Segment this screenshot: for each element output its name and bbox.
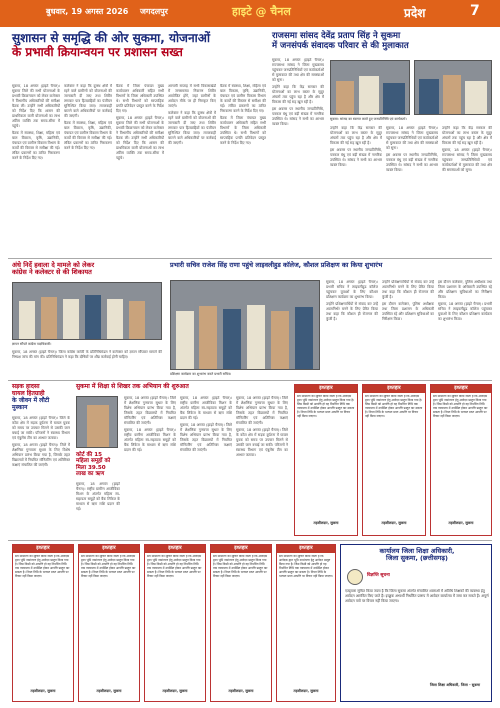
vote-body: सुकमा, 18 अगस्त (हाइटे चैनल)। जिला कांग्रेस कमेटी के प्रतिनिधिमंडल ने कलेक्टर को ज्ञापन सौंपकर मामले की निष्पक्ष जांच की मांग की। प्रतिनिधिमंडल ने कहा कि दोषियों पर शीघ्र कार्रवाई होनी चाहिए। <box>12 350 162 359</box>
notice-text: सर्व साधारण को सूचित किया जाता है कि आवेदक द्वारा भूमि नामांतरण हेतु आवेदन प्रस्तुत किया गया है। जिस किसी को आपत्ति हो वह निर्धारित तिथि तक न्यायालय में उपस्थित होकर आपत्ति प्रस्तुत कर सकता है। नियत तिथि के पश्चात प्राप्त आपत्ति पर विचार नहीं किया जाएगा। <box>365 395 423 418</box>
mp-col-3 <box>386 126 438 254</box>
college-col-3 <box>438 280 492 378</box>
notice-text: सर्व साधारण को सूचित किया जाता है कि आवेदक द्वारा भूमि नामांतरण हेतु आवेदन प्रस्तुत किया गया है। जिस किसी को आपत्ति हो वह निर्धारित तिथि तक न्यायालय में उपस्थित होकर आपत्ति प्रस्तुत कर सकता है। नियत तिथि के पश्चात प्राप्त आपत्ति पर विचार नहीं किया जाएगा। <box>147 555 202 578</box>
women-headline <box>76 452 120 478</box>
mp-para: इस अवसर पर स्थानीय जनप्रतिनिधि, पत्रकार बंधु एवं बड़ी संख्या में नागरिक उपस्थित थे। सांसद ने सभी का आभार व्यक्त किया। <box>386 153 438 172</box>
notice-heading: इश्तहार <box>363 385 425 393</box>
college-para: सुकमा, 18 अगस्त (हाइटे चैनल)। प्रभारी सचिव ने लाइवलीहुड कॉलेज पहुंचकर युवाओं के लिए कौशल प्रशिक्षण कार्यक्रम का शुभारंभ किया। <box>326 280 378 299</box>
main-para: कलेक्टर ने कहा कि दूरस्थ क्षेत्रों में रहने वाले ग्रामीणों को योजनाओं की जानकारी दी जाए तथा शिविर लगाकर पात्र हितग्राहियों का पंजीयन सुनिश्चित किया जाए। लापरवाही बरतने वाले अधिकारियों पर कार्रवाई की जाएगी। <box>64 84 112 118</box>
edu-headline: सुकमा में शिक्षा से शिखर तक अभियान की शुरुआत <box>76 383 189 390</box>
notice-heading: इश्तहार <box>145 545 205 553</box>
road-headline-line1: सड़क हादसा <box>12 383 40 390</box>
edu-col-3 <box>236 396 288 536</box>
office-headline <box>345 548 489 563</box>
notice-heading: इश्तहार <box>277 545 335 553</box>
notice-box <box>12 544 74 702</box>
mp-photo-caption: सुकमा: सांसद का स्वागत करते हुए जनप्रतिनिधि एवं कार्यकर्ता। <box>330 117 407 121</box>
main-para: बैठक में जिला पंचायत मुख्य कार्यपालन अधिकारी सहित सभी विभागों के जिला अधिकारी उपस्थित थे। सभी विभागों को साप्ताहिक प्रगति प्रतिवेदन प्रस्तुत करने के निर्देश दिए गए। <box>116 84 164 113</box>
main-para: आगामी सप्ताह में सभी विकासखंडों में जनसमस्या निवारण शिविर आयोजित होंगे, जहां ग्रामीणों के आवेदन मौके पर ही निराकृत किए जाएंगे। <box>168 84 216 108</box>
road-para: सुकमा, 18 अगस्त (हाइटे चैनल)। जिले में शैक्षणिक गुणवत्ता सुधार के लिए विशेष अभियान प्रारंभ किया गया है, जिसके तहत विद्यालयों में नियमित मॉनिटरिंग एवं अतिरिक्त कक्षाएं संचालित की जाएंगी। <box>12 443 70 467</box>
issue-date: बुधवार, 19 अगस्त 2026 <box>46 7 129 16</box>
main-headline-line1: सुशासन से समृद्धि की ओर सुकमा, योजनाओं <box>12 31 210 45</box>
office-headline-line1: कार्यालय जिला शिक्षा अधिकारी, <box>379 547 455 555</box>
office-subhead: विज्ञप्ति सूचना <box>367 573 390 578</box>
college-para: सुकमा, 18 अगस्त (हाइटे चैनल)। प्रभारी सचिव ने लाइवलीहुड कॉलेज पहुंचकर युवाओं के लिए कौशल प्रशिक्षण कार्यक्रम का शुभारंभ किया। <box>438 302 492 321</box>
govt-emblem-icon <box>347 569 363 585</box>
vote-headline-line1: अंधे निर्दे हवाला दे मामले को लेकर <box>12 261 95 269</box>
road-body <box>12 416 70 536</box>
mp-col-4 <box>442 126 492 254</box>
mp-para: उन्होंने कहा कि केंद्र सरकार की योजनाओं का लाभ बस्तर के सुदूर अंचलों तक पहुंच रहा है और क्षेत्र में विकास की नई राह खुल रही है। <box>272 85 324 104</box>
vote-headline-line2: कांग्रेस ने कलेक्टर से की शिकायत <box>12 268 92 277</box>
notice-text: सर्व साधारण को सूचित किया जाता है कि आवेदक द्वारा भूमि नामांतरण हेतु आवेदन प्रस्तुत किया गया है। जिस किसी को आपत्ति हो वह निर्धारित तिथि तक न्यायालय में उपस्थित होकर आपत्ति प्रस्तुत कर सकता है। नियत तिथि के पश्चात प्राप्त आपत्ति पर विचार नहीं किया जाएगा। <box>433 395 488 418</box>
college-para: उन्होंने प्रशिक्षणार्थियों से संवाद कर उन्हें आत्मनिर्भर बनने के लिए प्रेरित किया तथा कहा कि कौशल ही रोजगार की कुंजी है। <box>382 280 434 299</box>
women-headline-line4: लाख का ऋण <box>76 471 105 478</box>
notice-heading: इश्तहार <box>13 545 73 553</box>
mp-photo-1 <box>330 60 410 115</box>
notice-text: सर्व साधारण को सूचित किया जाता है कि आवेदक द्वारा भूमि नामांतरण हेतु आवेदन प्रस्तुत किया गया है। जिस किसी को आपत्ति हो वह निर्धारित तिथि तक न्यायालय में उपस्थित होकर आपत्ति प्रस्तुत कर सकता है। नियत तिथि के पश्चात प्राप्त आपत्ति पर विचार नहीं किया जाएगा। <box>213 555 268 578</box>
mp-para: इस अवसर पर स्थानीय जनप्रतिनिधि, पत्रकार बंधु एवं बड़ी संख्या में नागरिक उपस्थित थे। सांसद ने सभी का आभार व्यक्त किया। <box>272 107 324 126</box>
main-headline <box>12 32 262 60</box>
notice-heading: इश्तहार <box>295 385 357 393</box>
page-number: 7 <box>470 3 480 19</box>
vote-photo-caption: ज्ञापन सौंपते कांग्रेस पदाधिकारी। <box>12 342 52 346</box>
road-headline-line3: के जीवन में लौटी <box>12 396 50 404</box>
notice-heading: इश्तहार <box>79 545 139 553</box>
women-headline-line2: महिला समूहों को <box>76 458 111 465</box>
mp-headline <box>272 32 492 52</box>
office-headline-line2: जिला सुकमा, (छत्तीसगढ़) <box>386 554 448 563</box>
main-para: बैठक में स्वास्थ्य, शिक्षा, महिला एवं बाल विकास, कृषि, उद्यानिकी, पंचायत एवं ग्रामीण विकास विभाग के कार्यों की विस्तार से समीक्षा की गई। लंबित प्रकरणों का त्वरित निराकरण करने के निर्देश दिए गए। <box>12 131 60 160</box>
vote-headline <box>12 262 162 277</box>
office-notice <box>340 544 492 702</box>
women-body: सुकमा, 18 अगस्त (हाइटे चैनल)। राष्ट्रीय ग्रामीण आजीविका मिशन के अंतर्गत महिला स्व-सहायता समूहों को बैंक लिंकेज के माध्यम से ऋण राशि प्रदान की गई। <box>76 482 120 511</box>
mp-col-1 <box>272 58 324 254</box>
notice-box <box>430 384 492 536</box>
main-col-1 <box>12 84 60 254</box>
notice-signature: तहसीलदार, सुकमा <box>381 521 407 525</box>
college-para: इस दौरान कलेक्टर, पुलिस अधीक्षक तथा जिला प्रशासन के अधिकारी उपस्थित रहे और प्रशिक्षण सुविधाओं का निरीक्षण किया। <box>438 280 492 299</box>
main-col-5 <box>220 84 266 254</box>
notice-box <box>144 544 206 702</box>
notice-text: सर्व साधारण को सूचित किया जाता है कि आवेदक द्वारा भूमि नामांतरण हेतु आवेदन प्रस्तुत किया गया है। जिस किसी को आपत्ति हो वह निर्धारित तिथि तक न्यायालय में उपस्थित होकर आपत्ति प्रस्तुत कर सकता है। नियत तिथि के पश्चात प्राप्त आपत्ति पर विचार नहीं किया जाएगा। <box>297 395 355 418</box>
mp-para: इस अवसर पर स्थानीय जनप्रतिनिधि, पत्रकार बंधु एवं बड़ी संख्या में नागरिक उपस्थित थे। सांसद ने सभी का आभार व्यक्त किया। <box>330 148 382 167</box>
main-col-4 <box>168 84 216 254</box>
mp-col-2 <box>330 126 382 254</box>
notice-box <box>294 384 358 536</box>
masthead: हाइटे @ चैनल <box>232 5 291 18</box>
vote-photo <box>12 282 162 340</box>
road-headline <box>12 384 70 412</box>
mp-headline-line1: राजसमा सांसद देवेंद्र प्रताप सिंह ने सुकमा <box>272 31 401 41</box>
main-col-3 <box>116 84 164 254</box>
section-divider <box>8 380 492 381</box>
section-name: प्रदेश <box>404 6 426 20</box>
notice-signature: तहसीलदार, सुकमा <box>228 689 254 693</box>
edu-photo <box>76 396 118 448</box>
notice-box <box>210 544 272 702</box>
notice-box <box>276 544 336 702</box>
edu-para: सुकमा, 18 अगस्त (हाइटे चैनल)। राष्ट्रीय ग्रामीण आजीविका मिशन के अंतर्गत महिला स्व-सहायता समूहों को बैंक लिंकेज के माध्यम से ऋण राशि प्रदान की गई। <box>124 428 176 452</box>
main-para: कलेक्टर ने कहा कि दूरस्थ क्षेत्रों में रहने वाले ग्रामीणों को योजनाओं की जानकारी दी जाए तथा शिविर लगाकर पात्र हितग्राहियों का पंजीयन सुनिश्चित किया जाए। लापरवाही बरतने वाले अधिकारियों पर कार्रवाई की जाएगी। <box>168 111 216 145</box>
college-photo-caption: प्रशिक्षण कार्यक्रम का शुभारंभ करते प्रभारी सचिव। <box>170 372 232 376</box>
notice-text: सर्व साधारण को सूचित किया जाता है कि आवेदक द्वारा भूमि नामांतरण हेतु आवेदन प्रस्तुत किया गया है। जिस किसी को आपत्ति हो वह निर्धारित तिथि तक न्यायालय में उपस्थित होकर आपत्ति प्रस्तुत कर सकता है। नियत तिथि के पश्चात प्राप्त आपत्ति पर विचार नहीं किया जाएगा। <box>279 555 333 578</box>
mp-para: सुकमा, 18 अगस्त (हाइटे चैनल)। राज्यसभा सांसद ने जिला मुख्यालय पहुंचकर जनप्रतिनिधियों एवं कार्यकर्ताओं से मुलाकात की तथा क्षेत्र की समस्याओं को सुना। <box>442 148 492 172</box>
college-para: उन्होंने प्रशिक्षणार्थियों से संवाद कर उन्हें आत्मनिर्भर बनने के लिए प्रेरित किया तथा कहा कि कौशल ही रोजगार की कुंजी है। <box>326 302 378 321</box>
edu-para: सुकमा, 18 अगस्त (हाइटे चैनल)। जिले में शैक्षणिक गुणवत्ता सुधार के लिए विशेष अभियान प्रारंभ किया गया है, जिसके तहत विद्यालयों में नियमित मॉनिटरिंग एवं अतिरिक्त कक्षाएं संचालित की जाएंगी। <box>124 396 176 425</box>
mp-para: सुकमा, 18 अगस्त (हाइटे चैनल)। राज्यसभा सांसद ने जिला मुख्यालय पहुंचकर जनप्रतिनिधियों एवं कार्यकर्ताओं से मुलाकात की तथा क्षेत्र की समस्याओं को सुना। <box>272 58 324 82</box>
mp-para: सुकमा, 18 अगस्त (हाइटे चैनल)। राज्यसभा सांसद ने जिला मुख्यालय पहुंचकर जनप्रतिनिधियों एवं कार्यकर्ताओं से मुलाकात की तथा क्षेत्र की समस्याओं को सुना। <box>386 126 438 150</box>
college-headline: प्रभारी सचिव राजेश सिंह राणा पहुंचे लाइवलीहुड कॉलेज, कौशल प्रशिक्षण का किया शुभारंभ <box>170 261 383 269</box>
page-header <box>0 0 500 27</box>
road-headline-line2: घायल हितग्राही <box>12 389 45 397</box>
office-signature: जिला शिक्षा अधिकारी, जिला - सुकमा <box>429 683 481 687</box>
edition-city: जगदलपुर <box>140 7 168 16</box>
notice-heading: इश्तहार <box>431 385 491 393</box>
college-col-2 <box>382 280 434 378</box>
main-para: सुकमा, 18 अगस्त (हाइटे चैनल)। सुकमा जिले की सभी योजनाओं के प्रभावी क्रियान्वयन को लेकर कलेक्टर ने विभागीय अधिकारियों की समीक्षा बैठक ली। उन्होंने सभी अधिकारियों को निर्देश दिए कि शासन की प्राथमिकता वाली योजनाओं का लाभ अंतिम व्यक्ति तक समय-सीमा में पहुंचे। <box>116 116 164 160</box>
women-headline-line1: कोर्ट की 15 <box>76 452 102 458</box>
mp-para: उन्होंने कहा कि केंद्र सरकार की योजनाओं का लाभ बस्तर के सुदूर अंचलों तक पहुंच रहा है और क्षेत्र में विकास की नई राह खुल रही है। <box>442 126 492 145</box>
edu-para: सुकमा, 18 अगस्त (हाइटे चैनल)। राष्ट्रीय ग्रामीण आजीविका मिशन के अंतर्गत महिला स्व-सहायता समूहों को बैंक लिंकेज के माध्यम से ऋण राशि प्रदान की गई। <box>180 396 232 420</box>
section-divider <box>8 258 492 259</box>
notice-signature: तहसीलदार, सुकमा <box>30 689 56 693</box>
road-para: सुकमा, 18 अगस्त (हाइटे चैनल)। जिले के कोंटा क्षेत्र में सड़क दुर्घटना में घायल युवक को समय पर उपचार मिलने से उसकी जान बचाई जा सकी। परिजनों ने स्वास्थ्य विभाग एवं एंबुलेंस टीम का आभार जताया। <box>12 416 70 440</box>
notice-signature: तहसीलदार, सुकमा <box>448 521 474 525</box>
notice-signature: तहसीलदार, सुकमा <box>96 689 122 693</box>
college-para: इस दौरान कलेक्टर, पुलिस अधीक्षक तथा जिला प्रशासन के अधिकारी उपस्थित रहे और प्रशिक्षण सुविधाओं का निरीक्षण किया। <box>382 302 434 321</box>
notice-box <box>362 384 426 536</box>
mp-headline-line2: में जनसंपर्क संवादक परिवार से की मुलाकात <box>272 40 409 51</box>
edu-col-1 <box>124 396 176 536</box>
section-divider <box>8 540 492 541</box>
main-col-2 <box>64 84 112 254</box>
notice-box <box>78 544 140 702</box>
main-para: बैठक में स्वास्थ्य, शिक्षा, महिला एवं बाल विकास, कृषि, उद्यानिकी, पंचायत एवं ग्रामीण विकास विभाग के कार्यों की विस्तार से समीक्षा की गई। लंबित प्रकरणों का त्वरित निराकरण करने के निर्देश दिए गए। <box>64 121 112 150</box>
college-photo <box>170 280 320 370</box>
notice-text: सर्व साधारण को सूचित किया जाता है कि आवेदक द्वारा भूमि नामांतरण हेतु आवेदन प्रस्तुत किया गया है। जिस किसी को आपत्ति हो वह निर्धारित तिथि तक न्यायालय में उपस्थित होकर आपत्ति प्रस्तुत कर सकता है। नियत तिथि के पश्चात प्राप्त आपत्ति पर विचार नहीं किया जाएगा। <box>15 555 70 578</box>
main-headline-line2: के प्रभावी क्रियान्वयन पर प्रशासन सख्त <box>12 44 183 59</box>
edu-para: सुकमा, 18 अगस्त (हाइटे चैनल)। जिले में शैक्षणिक गुणवत्ता सुधार के लिए विशेष अभियान प्रारंभ किया गया है, जिसके तहत विद्यालयों में नियमित मॉनिटरिंग एवं अतिरिक्त कक्षाएं संचालित की जाएंगी। <box>236 396 288 425</box>
college-col-1 <box>326 280 378 378</box>
notice-signature: तहसीलदार, सुकमा <box>293 689 319 693</box>
mp-para: उन्होंने कहा कि केंद्र सरकार की योजनाओं का लाभ बस्तर के सुदूर अंचलों तक पहुंच रहा है और क्षेत्र में विकास की नई राह खुल रही है। <box>330 126 382 145</box>
main-para: बैठक में स्वास्थ्य, शिक्षा, महिला एवं बाल विकास, कृषि, उद्यानिकी, पंचायत एवं ग्रामीण विकास विभाग के कार्यों की विस्तार से समीक्षा की गई। लंबित प्रकरणों का त्वरित निराकरण करने के निर्देश दिए गए। <box>220 84 266 113</box>
notice-signature: तहसीलदार, सुकमा <box>313 521 339 525</box>
notice-signature: तहसीलदार, सुकमा <box>162 689 188 693</box>
main-para: सुकमा, 18 अगस्त (हाइटे चैनल)। सुकमा जिले की सभी योजनाओं के प्रभावी क्रियान्वयन को लेकर कलेक्टर ने विभागीय अधिकारियों की समीक्षा बैठक ली। उन्होंने सभी अधिकारियों को निर्देश दिए कि शासन की प्राथमिकता वाली योजनाओं का लाभ अंतिम व्यक्ति तक समय-सीमा में पहुंचे। <box>12 84 60 128</box>
edu-col-2 <box>180 396 232 536</box>
road-headline-line4: मुस्कान <box>12 403 28 411</box>
edu-para: सुकमा, 18 अगस्त (हाइटे चैनल)। जिले में शैक्षणिक गुणवत्ता सुधार के लिए विशेष अभियान प्रारंभ किया गया है, जिसके तहत विद्यालयों में नियमित मॉनिटरिंग एवं अतिरिक्त कक्षाएं संचालित की जाएंगी। <box>180 423 232 452</box>
notice-text: सर्व साधारण को सूचित किया जाता है कि आवेदक द्वारा भूमि नामांतरण हेतु आवेदन प्रस्तुत किया गया है। जिस किसी को आपत्ति हो वह निर्धारित तिथि तक न्यायालय में उपस्थित होकर आपत्ति प्रस्तुत कर सकता है। नियत तिथि के पश्चात प्राप्त आपत्ति पर विचार नहीं किया जाएगा। <box>81 555 136 578</box>
edu-para: सुकमा, 18 अगस्त (हाइटे चैनल)। जिले के कोंटा क्षेत्र में सड़क दुर्घटना में घायल युवक को समय पर उपचार मिलने से उसकी जान बचाई जा सकी। परिजनों ने स्वास्थ्य विभाग एवं एंबुलेंस टीम का आभार जताया। <box>236 428 288 457</box>
women-headline-line3: मिला 39.50 <box>76 464 106 471</box>
office-body: एतद्द्वारा सूचित किया जाता है कि जिला सुकमा अंतर्गत संचालित शालाओं में अतिथि शिक्षकों की व्यवस्था हेतु आवेदन आमंत्रित किए जाते हैं। इच्छुक अभ्यर्थी निर्धारित प्रारूप में आवेदन कार्यालय में जमा कर सकते हैं। अपूर्ण आवेदन पत्रों पर विचार नहीं किया जाएगा। <box>345 589 489 603</box>
main-para: बैठक में जिला पंचायत मुख्य कार्यपालन अधिकारी सहित सभी विभागों के जिला अधिकारी उपस्थित थे। सभी विभागों को साप्ताहिक प्रगति प्रतिवेदन प्रस्तुत करने के निर्देश दिए गए। <box>220 116 266 145</box>
notice-heading: इश्तहार <box>211 545 271 553</box>
mp-photo-2 <box>414 60 492 115</box>
